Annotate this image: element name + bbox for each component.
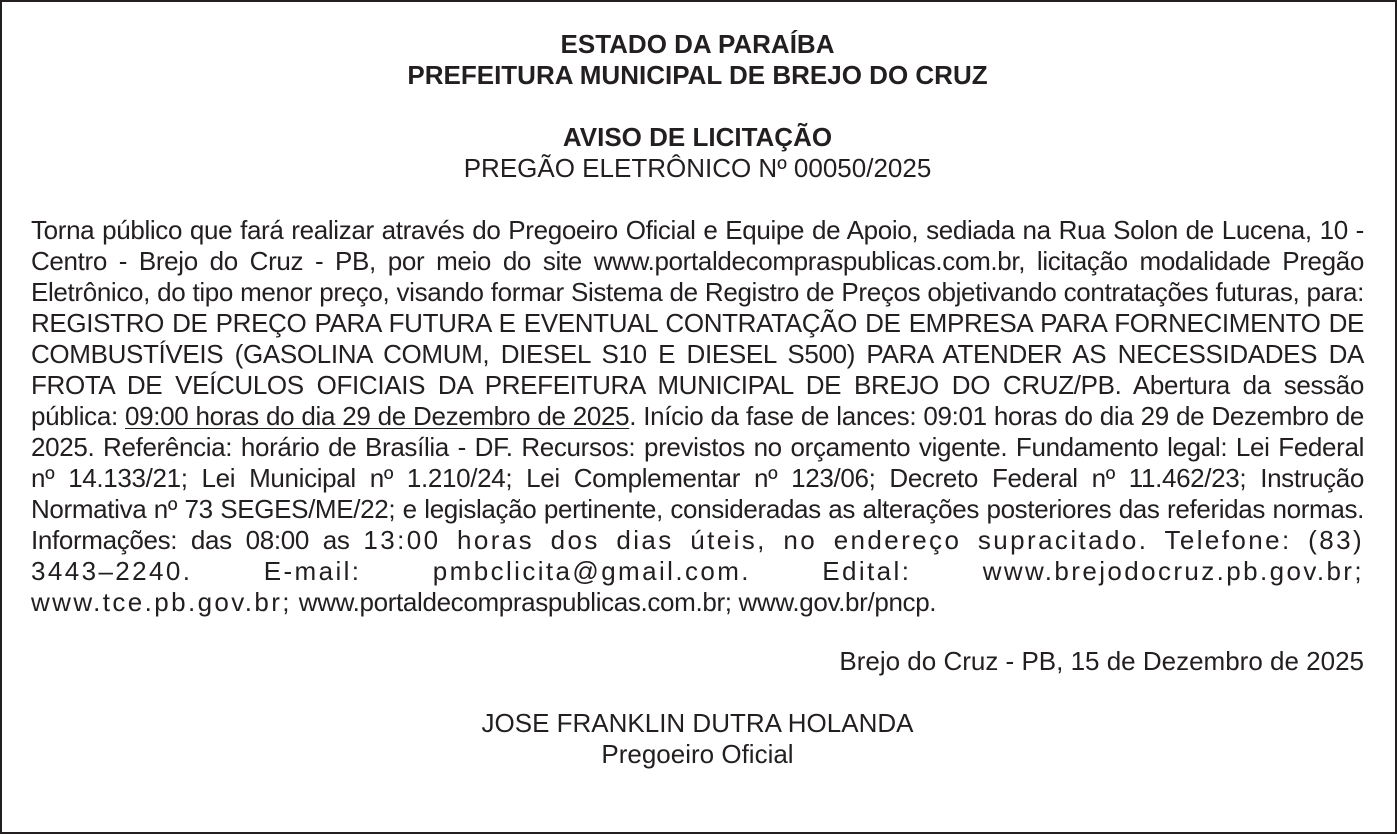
- signatory-role: Pregoeiro Oficial: [601, 739, 794, 769]
- signature-block: [31, 708, 1364, 770]
- state-heading: ESTADO DA PARAÍBA: [560, 29, 835, 59]
- spacer: [31, 184, 1364, 215]
- notice-body: [31, 215, 1364, 618]
- body-part-3-contacts: 13:00 horas dos dias úteis, no endereço supracitado. Telefone: (83) 3443–2240. E-mail: pmbclicita@gmail.com. Edital: www.brejodocruz.pb.gov.br; www.tce.pb.gov.br;: [31, 525, 1364, 617]
- body-part-1: Torna público que fará realizar através do Pregoeiro Oficial e Equipe de Apoio, sediada na Rua Solon de Lucena, 10 - Centro - Brejo do Cruz - PB, por meio do site www.portaldecompraspublicas.com.br, licitação modalidade Pregão Eletrônico, do tipo menor preço, visando formar Sistema de Registro de Preços objetivando contratações futuras, para: REGISTRO DE PREÇO PARA FUTURA E EVENTUAL CONTRATAÇÃO DE EMPRESA PARA FORNECIMENTO DE COMBUSTÍVEIS (GASOLINA COMUM, DIESEL S10 E DIESEL S500) PARA ATENDER AS NECESSIDADES DA FROTA DE VEÍCULOS OFICIAIS DA PREFEITURA MUNICIPAL DE BREJO DO CRUZ/PB. Abertura da sessão pública:: [31, 215, 1364, 431]
- opening-datetime: 09:00 horas do dia 29 de Dezembro de 2025: [125, 401, 630, 431]
- body-part-4-links: www.portaldecompraspublicas.com.br; www.gov.br/pncp.: [291, 587, 937, 617]
- body-part-2: . Início da fase de lances: 09:01 horas do dia 29 de Dezembro de 2025. Referência: horário de Brasília - DF. Recursos: previstos no orçamento vigente. Fundamento legal: Lei Federal nº 14.133/21; Lei Municipal nº 1.210/24; Lei Complementar nº 123/06; Decreto Federal nº 11.462/23; Instrução Normativa nº 73 SEGES/ME/22; e legislação pertinente, consideradas as alterações posteriores das referidas normas. Informações: das 08:00 as: [31, 401, 1364, 555]
- notice-subtitle: PREGÃO ELETRÔNICO Nº 00050/2025: [463, 153, 932, 183]
- municipality-heading: PREFEITURA MUNICIPAL DE BREJO DO CRUZ: [407, 60, 988, 90]
- spacer: [31, 91, 1364, 122]
- place-date: Brejo do Cruz - PB, 15 de Dezembro de 2025: [839, 646, 1364, 676]
- notice-title: AVISO DE LICITAÇÃO: [562, 122, 833, 152]
- signatory-name: JOSE FRANKLIN DUTRA HOLANDA: [481, 708, 914, 738]
